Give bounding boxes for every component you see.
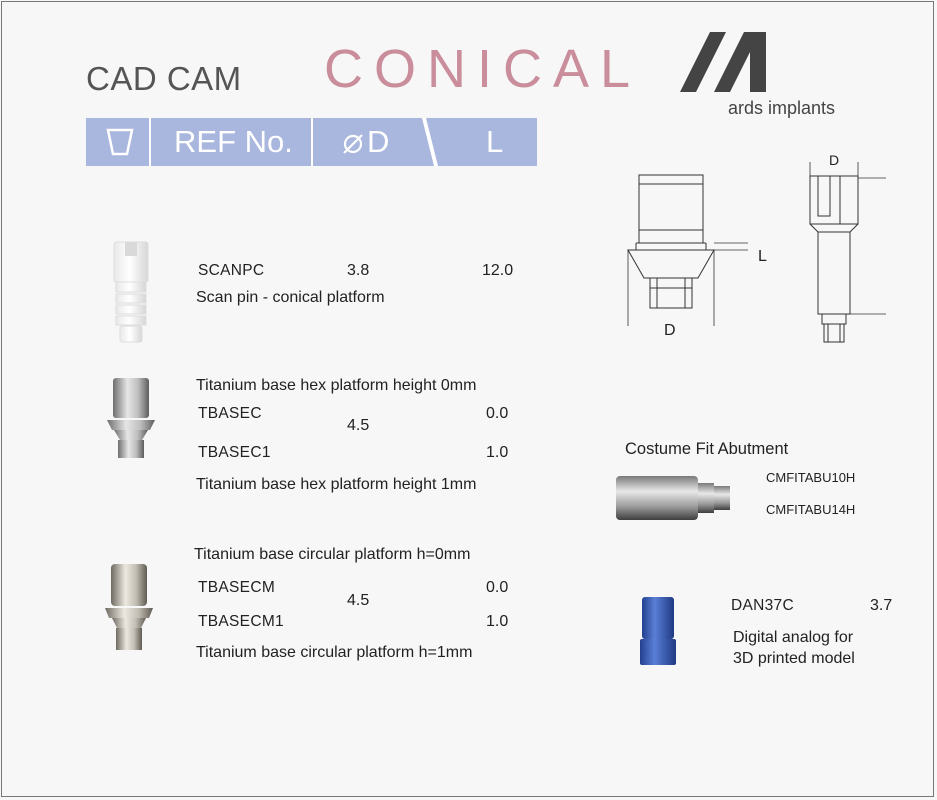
- custom-fit-ref-1: CMFITABU10H: [766, 470, 856, 485]
- tbasec1-length: 1.0: [486, 444, 509, 461]
- abutment-diagram-front: [620, 170, 780, 340]
- analog-diameter: 3.7: [870, 597, 893, 614]
- ards-logo-icon: [680, 32, 780, 94]
- tbasecm-description-bottom: Titanium base circular platform h=1mm: [196, 644, 473, 661]
- scanpc-description: Scan pin - conical platform: [196, 289, 385, 306]
- abutment-diagram-side: [800, 160, 895, 350]
- header-ref: REF No.: [174, 124, 293, 159]
- tbasec-diameter: 4.5: [347, 417, 370, 434]
- logo-text: ards implants: [728, 98, 836, 118]
- digital-analog-image: [638, 595, 678, 667]
- cad-cam-title: CAD CAM: [86, 60, 242, 97]
- tbasecm1-ref: TBASECM1: [198, 613, 284, 630]
- scan-pin-image: [106, 240, 156, 345]
- analog-ref: DAN37C: [731, 597, 794, 614]
- diagram-length-label: L: [758, 248, 767, 265]
- custom-fit-abutment-image: [612, 473, 737, 523]
- header-length: L: [486, 124, 504, 159]
- analog-description-line2: 3D printed model: [733, 650, 855, 667]
- tbasec1-ref: TBASEC1: [198, 444, 271, 461]
- table-header: [86, 118, 537, 166]
- tbasec-description-top: Titanium base hex platform height 0mm: [196, 377, 477, 394]
- header-slash-separator: [420, 118, 440, 166]
- header-separator: [311, 118, 313, 166]
- titanium-base-hex-image: [104, 376, 158, 462]
- tbasec-description-bottom: Titanium base hex platform height 1mm: [196, 476, 477, 493]
- custom-fit-ref-2: CMFITABU14H: [766, 502, 856, 517]
- conical-title: CONICAL: [324, 39, 642, 99]
- tbasecm-ref: TBASECM: [198, 579, 276, 596]
- diameter-icon: [342, 133, 364, 155]
- titanium-base-circular-image: [102, 562, 156, 654]
- header-diameter: D: [367, 124, 390, 159]
- tbasecm-description-top: Titanium base circular platform h=0mm: [194, 546, 471, 563]
- analog-description-line1: Digital analog for: [733, 629, 854, 646]
- abutment-cup-icon: [106, 127, 134, 157]
- header-separator: [149, 118, 151, 166]
- tbasec-length: 0.0: [486, 405, 509, 422]
- diagram-diameter-label-right: D: [829, 152, 840, 168]
- scanpc-ref: SCANPC: [198, 262, 265, 279]
- tbasecm-diameter: 4.5: [347, 592, 370, 609]
- diagram-diameter-label-left: D: [664, 322, 676, 339]
- tbasecm-length: 0.0: [486, 579, 509, 596]
- scanpc-length: 12.0: [482, 262, 514, 279]
- tbasecm1-length: 1.0: [486, 613, 509, 630]
- scanpc-diameter: 3.8: [347, 262, 370, 279]
- custom-fit-title: Costume Fit Abutment: [625, 440, 789, 458]
- tbasec-ref: TBASEC: [198, 405, 262, 422]
